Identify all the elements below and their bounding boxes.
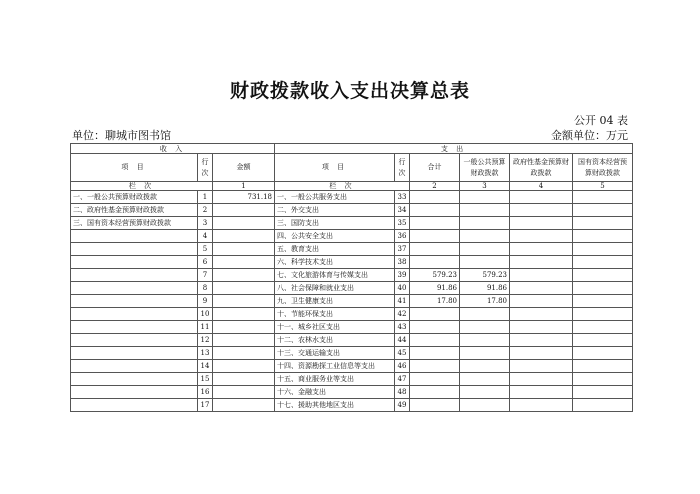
total-cell — [410, 256, 460, 269]
expense-item-cell: 六、科学技术支出 — [275, 256, 395, 269]
income-item-cell — [71, 308, 198, 321]
expense-row-no-cell: 35 — [395, 217, 410, 230]
gov-fund-header: 政府性基金预算财政拨款 — [510, 154, 573, 182]
income-row-no-cell: 5 — [198, 243, 213, 256]
table-row — [71, 347, 633, 360]
income-amount-cell — [213, 295, 275, 308]
income-item-header: 项 目 — [71, 154, 198, 182]
table-row — [71, 295, 633, 308]
state-capital-cell — [573, 230, 633, 243]
gov-fund-cell — [510, 334, 573, 347]
total-cell — [410, 217, 460, 230]
income-item-cell — [71, 334, 198, 347]
income-amount-cell — [213, 256, 275, 269]
total-cell — [410, 360, 460, 373]
income-amount-cell — [213, 243, 275, 256]
expense-section-header: 支 出 — [275, 144, 633, 154]
income-row-no-cell: 15 — [198, 373, 213, 386]
expense-item-cell: 一、一般公共服务支出 — [275, 191, 395, 204]
expense-item-cell: 七、文化旅游体育与传媒支出 — [275, 269, 395, 282]
expense-row-no-cell: 33 — [395, 191, 410, 204]
general-budget-cell — [460, 399, 510, 412]
total-cell — [410, 321, 460, 334]
state-capital-cell — [573, 282, 633, 295]
column-index-amount: 1 — [213, 182, 275, 191]
table-row — [71, 321, 633, 334]
state-capital-cell — [573, 373, 633, 386]
expense-item-cell: 十六、金融支出 — [275, 386, 395, 399]
income-amount-cell — [213, 347, 275, 360]
income-amount-cell — [213, 321, 275, 334]
general-budget-cell — [460, 243, 510, 256]
gov-fund-cell — [510, 295, 573, 308]
state-capital-cell — [573, 191, 633, 204]
general-budget-cell: 17.80 — [460, 295, 510, 308]
table-row — [71, 191, 633, 204]
state-capital-cell — [573, 308, 633, 321]
income-item-cell — [71, 295, 198, 308]
expense-item-cell: 十二、农林水支出 — [275, 334, 395, 347]
income-amount-cell: 731.18 — [213, 191, 275, 204]
expense-row-no-cell: 41 — [395, 295, 410, 308]
gov-fund-cell — [510, 204, 573, 217]
income-row-no-cell: 7 — [198, 269, 213, 282]
income-amount-cell — [213, 230, 275, 243]
expense-item-header: 项 目 — [275, 154, 395, 182]
income-amount-cell — [213, 386, 275, 399]
total-cell — [410, 230, 460, 243]
general-budget-cell — [460, 334, 510, 347]
income-row-no-header: 行次 — [198, 154, 213, 182]
gov-fund-cell — [510, 243, 573, 256]
column-header-row — [71, 154, 633, 182]
income-item-cell: 二、政府性基金预算财政拨款 — [71, 204, 198, 217]
income-row-no-cell: 2 — [198, 204, 213, 217]
income-amount-cell — [213, 308, 275, 321]
income-amount-cell — [213, 399, 275, 412]
expense-row-no-cell: 48 — [395, 386, 410, 399]
table-row — [71, 373, 633, 386]
column-index-label: 栏 次 — [71, 182, 213, 191]
general-budget-cell: 91.86 — [460, 282, 510, 295]
general-budget-cell — [460, 256, 510, 269]
income-item-cell: 一、一般公共预算财政拨款 — [71, 191, 198, 204]
expense-row-no-header: 行次 — [395, 154, 410, 182]
form-number: 公开 04 表 — [574, 114, 628, 127]
table-row — [71, 308, 633, 321]
expense-row-no-cell: 34 — [395, 204, 410, 217]
income-section-header: 收 入 — [71, 144, 275, 154]
gov-fund-cell — [510, 256, 573, 269]
column-index-row — [71, 182, 633, 191]
income-item-cell — [71, 230, 198, 243]
income-item-cell — [71, 282, 198, 295]
gov-fund-cell — [510, 360, 573, 373]
income-row-no-cell: 10 — [198, 308, 213, 321]
general-budget-cell — [460, 217, 510, 230]
table-row — [71, 230, 633, 243]
general-budget-cell — [460, 347, 510, 360]
gov-fund-cell — [510, 321, 573, 334]
general-budget-cell — [460, 360, 510, 373]
expense-item-cell: 十七、援助其他地区支出 — [275, 399, 395, 412]
expense-item-cell: 四、公共安全支出 — [275, 230, 395, 243]
income-row-no-cell: 16 — [198, 386, 213, 399]
gov-fund-cell — [510, 269, 573, 282]
income-item-cell — [71, 373, 198, 386]
total-cell — [410, 386, 460, 399]
expense-item-cell: 十五、商业服务业等支出 — [275, 373, 395, 386]
income-row-no-cell: 12 — [198, 334, 213, 347]
state-capital-cell — [573, 256, 633, 269]
total-cell — [410, 191, 460, 204]
gov-fund-cell — [510, 230, 573, 243]
income-item-cell: 三、国有资本经营预算财政拨款 — [71, 217, 198, 230]
expense-item-cell: 十一、城乡社区支出 — [275, 321, 395, 334]
table-row — [71, 269, 633, 282]
table-row — [71, 243, 633, 256]
state-capital-cell — [573, 321, 633, 334]
page-title: 财政拨款收入支出决算总表 — [229, 80, 470, 102]
income-row-no-cell: 14 — [198, 360, 213, 373]
income-amount-cell — [213, 269, 275, 282]
table-row — [71, 399, 633, 412]
column-index-capital: 5 — [573, 182, 633, 191]
expense-item-cell: 二、外交支出 — [275, 204, 395, 217]
expense-item-cell: 十四、资源勘探工业信息等支出 — [275, 360, 395, 373]
general-budget-cell — [460, 321, 510, 334]
income-amount-cell — [213, 204, 275, 217]
total-cell — [410, 334, 460, 347]
income-amount-cell — [213, 282, 275, 295]
amount-header: 金额 — [213, 154, 275, 182]
gov-fund-cell — [510, 373, 573, 386]
income-item-cell — [71, 347, 198, 360]
total-cell — [410, 308, 460, 321]
state-capital-cell — [573, 295, 633, 308]
income-item-cell — [71, 269, 198, 282]
general-budget-cell: 579.23 — [460, 269, 510, 282]
expense-row-no-cell: 47 — [395, 373, 410, 386]
income-row-no-cell: 6 — [198, 256, 213, 269]
column-index-expense-label: 栏 次 — [275, 182, 410, 191]
gov-fund-cell — [510, 399, 573, 412]
total-cell — [410, 243, 460, 256]
expense-row-no-cell: 45 — [395, 347, 410, 360]
expense-row-no-cell: 39 — [395, 269, 410, 282]
state-capital-cell — [573, 217, 633, 230]
gov-fund-cell — [510, 282, 573, 295]
total-cell — [410, 373, 460, 386]
expense-item-cell: 十、节能环保支出 — [275, 308, 395, 321]
expense-item-cell: 十三、交通运输支出 — [275, 347, 395, 360]
gov-fund-cell — [510, 191, 573, 204]
fiscal-table — [70, 143, 633, 412]
expense-item-cell: 九、卫生健康支出 — [275, 295, 395, 308]
income-item-cell — [71, 256, 198, 269]
income-amount-cell — [213, 360, 275, 373]
income-item-cell — [71, 399, 198, 412]
income-row-no-cell: 8 — [198, 282, 213, 295]
table-row — [71, 204, 633, 217]
state-capital-cell — [573, 386, 633, 399]
table-row — [71, 282, 633, 295]
income-row-no-cell: 3 — [198, 217, 213, 230]
state-capital-cell — [573, 269, 633, 282]
income-item-cell — [71, 386, 198, 399]
table-row — [71, 256, 633, 269]
general-budget-cell — [460, 204, 510, 217]
table-row — [71, 360, 633, 373]
column-index-total: 2 — [410, 182, 460, 191]
general-budget-header: 一般公共预算财政拨款 — [460, 154, 510, 182]
column-index-general: 3 — [460, 182, 510, 191]
general-budget-cell — [460, 386, 510, 399]
expense-row-no-cell: 44 — [395, 334, 410, 347]
state-capital-header: 国有资本经营预算财政拨款 — [573, 154, 633, 182]
income-amount-cell — [213, 217, 275, 230]
amount-unit-label: 金额单位：万元 — [551, 129, 628, 142]
state-capital-cell — [573, 334, 633, 347]
expense-row-no-cell: 40 — [395, 282, 410, 295]
total-cell — [410, 347, 460, 360]
expense-row-no-cell: 43 — [395, 321, 410, 334]
gov-fund-cell — [510, 347, 573, 360]
state-capital-cell — [573, 347, 633, 360]
total-cell: 17.80 — [410, 295, 460, 308]
income-item-cell — [71, 321, 198, 334]
income-amount-cell — [213, 334, 275, 347]
state-capital-cell — [573, 243, 633, 256]
general-budget-cell — [460, 230, 510, 243]
general-budget-cell — [460, 308, 510, 321]
expense-item-cell: 五、教育支出 — [275, 243, 395, 256]
gov-fund-cell — [510, 217, 573, 230]
total-cell: 91.86 — [410, 282, 460, 295]
general-budget-cell — [460, 373, 510, 386]
total-header: 合计 — [410, 154, 460, 182]
total-cell — [410, 204, 460, 217]
total-cell — [410, 399, 460, 412]
general-budget-cell — [460, 191, 510, 204]
expense-row-no-cell: 38 — [395, 256, 410, 269]
income-amount-cell — [213, 373, 275, 386]
gov-fund-cell — [510, 308, 573, 321]
expense-row-no-cell: 42 — [395, 308, 410, 321]
total-cell: 579.23 — [410, 269, 460, 282]
expense-row-no-cell: 37 — [395, 243, 410, 256]
table-row — [71, 386, 633, 399]
expense-row-no-cell: 46 — [395, 360, 410, 373]
income-item-cell — [71, 360, 198, 373]
gov-fund-cell — [510, 386, 573, 399]
column-index-fund: 4 — [510, 182, 573, 191]
expense-item-cell: 八、社会保障和就业支出 — [275, 282, 395, 295]
income-item-cell — [71, 243, 198, 256]
expense-row-no-cell: 36 — [395, 230, 410, 243]
state-capital-cell — [573, 360, 633, 373]
state-capital-cell — [573, 204, 633, 217]
expense-item-cell: 三、国防支出 — [275, 217, 395, 230]
income-row-no-cell: 11 — [198, 321, 213, 334]
unit-label: 单位：聊城市图书馆 — [72, 129, 171, 142]
expense-row-no-cell: 49 — [395, 399, 410, 412]
table-row — [71, 334, 633, 347]
section-header-row — [71, 144, 633, 154]
income-row-no-cell: 17 — [198, 399, 213, 412]
state-capital-cell — [573, 399, 633, 412]
income-row-no-cell: 9 — [198, 295, 213, 308]
table-row — [71, 217, 633, 230]
income-row-no-cell: 4 — [198, 230, 213, 243]
income-row-no-cell: 1 — [198, 191, 213, 204]
income-row-no-cell: 13 — [198, 347, 213, 360]
